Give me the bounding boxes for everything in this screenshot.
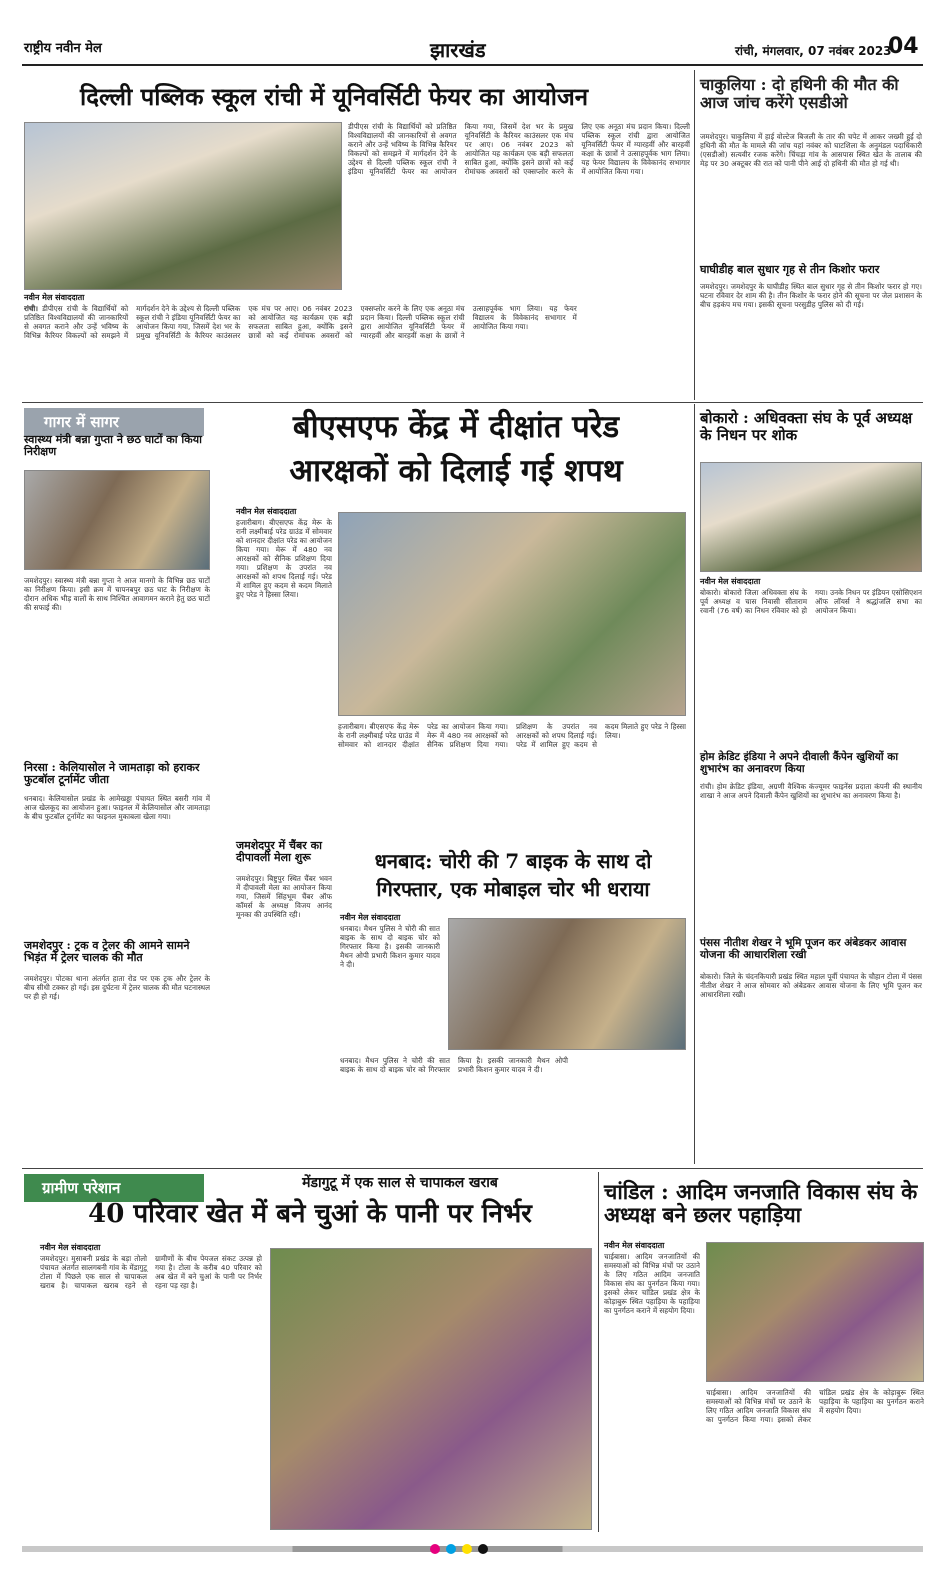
section-rule-2	[22, 1168, 923, 1169]
bsf-body: हजारीबाग। बीएसएफ केंद्र मेरू के रानी लक्ष्मीबाई परेड ग्राउंड में सोमवार को शानदार दीक्षांत परेड का आयोजन किया गया। मेरू में 480 नव आरक्षकों को सैनिक प्रशिक्षण दिया गया। प्रशिक्षण के उपरांत नव आरक्षकों को शपथ दिलाई गई। परेड में शामिल हुए कदम से कदम मिलाते हुए परेड ने हिस्सा लिया।	[236, 518, 332, 599]
bsf-parade-photo	[338, 512, 686, 716]
page-date: रांची, मंगलवार, 07 नवंबर 2023	[735, 44, 892, 58]
truck-headline: जमशेदपुर : ट्रक व ट्रेलर की आमने सामने भिड़ंत में ट्रेलर चालक की मौत	[24, 939, 190, 965]
chandil-body: चाईबासा। आदिम जनजातियों की समस्याओं को विभिन्न मंचों पर उठाने के लिए गठित आदिम जनजाति विकास संघ का पुनर्गठन किया गया। इसको लेकर चांडिल प्रखंड क्षेत्र के कोड़ाबुरू स्थित पहाड़िया के पहाड़िया का पुनर्गठन कराने में सहयोग दिया।	[604, 1252, 700, 1315]
dps-group-photo	[24, 122, 342, 290]
football-headline: निरसा : केलियासोल ने जामताड़ा को हराकर फुटबॉल टूर्नामेंट जीता	[24, 761, 200, 787]
dps-body	[24, 304, 689, 396]
masthead-logo: राष्ट्रीय नवीन मेल	[24, 41, 102, 56]
registration-dot	[446, 1544, 456, 1554]
registration-dot	[462, 1544, 472, 1554]
column-divider-2	[694, 404, 695, 1164]
well-headline: 40 परिवार खेत में बने चुआं के पानी पर निर्भर	[88, 1199, 532, 1229]
bike-body-lower: धनबाद। मैथन पुलिस ने चोरी की सात बाइक के साथ दो बाइक चोर को गिरफ्तार किया है। इसकी जानकारी मैथन ओपी प्रभारी किशन कुमार यादव ने दी।	[340, 1056, 568, 1074]
sagar-banner: गागर में सागर	[24, 408, 204, 436]
bsf-body-lower: हजारीबाग। बीएसएफ केंद्र मेरू के रानी लक्ष्मीबाई परेड ग्राउंड में सोमवार को शानदार दीक्षांत परेड का आयोजन किया गया। मेरू में 480 नव आरक्षकों को सैनिक प्रशिक्षण दिया गया। प्रशिक्षण के उपरांत नव आरक्षकों को शपथ दिलाई गई। परेड में शामिल हुए कदम से कदम मिलाते हुए परेड ने हिस्सा लिया।	[338, 722, 686, 749]
page-number: 04	[888, 34, 919, 59]
gramin-banner: ग्रामीण परेशान	[24, 1174, 204, 1202]
dps-body-upper: डीपीएस रांची के विद्यार्थियों को प्रतिष्ठित विश्वविद्यालयों की जानकारियों से अवगत कराने और उन्हें भविष्य के विभिन्न कैरियर विकल्पों को समझने में मार्गदर्शन देने के उद्देश्य से दिल्ली पब्लिक स्कूल रांची ने इंडिया यूनिवर्सिटी फेयर का आयोजन किया गया, जिसमें देश भर के प्रमुख यूनिवर्सिटी के कैरियर काउंसलर एक मंच पर आए। 06 नवंबर 2023 को आयोजित यह कार्यक्रम एक बड़ी सफलता साबित हुआ, क्योंकि इसने छात्रों को कई रोमांचक अवसरों को एक्सप्लोर करने के लिए एक अनूठा मंच प्रदान किया। दिल्ली पब्लिक स्कूल रांची द्वारा आयोजित यूनिवर्सिटी फेयर में ग्यारहवीं और बारहवीं कक्षा के छात्रों ने उत्साहपूर्वक भाग लिया। यह फेयर विद्यालय के विवेकानंद सभागार में आयोजित किया गया।	[348, 122, 690, 176]
health-headline: स्वास्थ्य मंत्री बन्ना गुप्ता ने छठ घाटों का किया निरीक्षण	[24, 433, 202, 459]
elephant-body: जमशेदपुर। चाकुलिया में हाई वोल्टेज बिजली के तार की चपेट में आकर जख्मी हुई दो हथिनी की मौत के मामले की जांच यहां नवंबर को घाटशिला के अनुमंडल पदाधिकारी (एसडीओ) सत्यवीर रजक करेंगे। चिंचड़ा गांव के आसपास स्थित खेत के तालाब की मेड़ पर 30 अक्टूबर की रात को पानी पीने आई दो हथिनी की मौत हो गई थी।	[700, 132, 922, 168]
homecredit-headline: होम क्रेडिट इंडिया ने अपने दीवाली कैंपेन खुशियों का शुभारंभ का अनावरण किया	[700, 751, 899, 775]
bike-headline-1: धनबाद: चोरी की 7 बाइक के साथ दो	[374, 849, 652, 873]
column-divider	[694, 70, 695, 400]
bike-photo	[448, 918, 686, 1050]
dps-text: डीपीएस रांची के विद्यार्थियों को प्रतिष्ठित विश्वविद्यालयों की जानकारियों से अवगत कराने और उन्हें भविष्य के विभिन्न कैरियर विकल्पों को समझने में मार्गदर्शन देने के उद्देश्य से दिल्ली पब्लिक स्कूल रांची ने इंडिया यूनिवर्सिटी फेयर का आयोजन किया गया, जिसमें देश भर के प्रमुख यूनिवर्सिटी के कैरियर काउंसलर एक मंच पर आए। 06 नवंबर 2023 को आयोजित यह कार्यक्रम एक बड़ी सफलता साबित हुआ, क्योंकि इसने छात्रों को कई रोमांचक अवसरों को एक्सप्लोर करने के लिए एक अनूठा मंच प्रदान किया। दिल्ली पब्लिक स्कूल रांची द्वारा आयोजित यूनिवर्सिटी फेयर में ग्यारहवीं और बारहवीं कक्षा के छात्रों ने उत्साहपूर्वक भाग लिया। यह फेयर विद्यालय के विवेकानंद सभागार में आयोजित किया गया।	[24, 304, 577, 340]
bsf-headline-2: आरक्षकों को दिलाई गई शपथ	[289, 453, 623, 489]
registration-dot	[478, 1544, 488, 1554]
header-rule	[22, 64, 923, 66]
bsf-headline-1: बीएसएफ केंद्र में दीक्षांत परेड	[292, 409, 620, 445]
ambedkar-headline: पंसस नीतीश शेखर ने भूमि पूजन कर अंबेडकर आवास योजना की आधारशिला रखी	[700, 937, 907, 961]
chandil-byline: नवीन मेल संवाददाता	[604, 1241, 665, 1250]
dps-dateline: रांची।	[24, 304, 38, 313]
chamber-body: जमशेदपुर। बिष्टुपुर स्थित चैंबर भवन में दीपावली मेला का आयोजन किया गया, जिसमें सिंहभूम चैंबर ऑफ कॉमर्स के अध्यक्ष विजय आनंद मूनका की उपस्थिति रही।	[236, 874, 332, 919]
well-kicker: मेंडागुटू में एक साल से चापाकल खराब	[302, 1175, 498, 1191]
bokaro-headline: बोकारो : अधिवक्ता संघ के पूर्व अध्यक्ष के निधन पर शोक	[700, 409, 913, 444]
bokaro-photo	[700, 462, 922, 572]
bike-body: धनबाद। मैथन पुलिस ने चोरी की सात बाइक के साथ दो बाइक चोर को गिरफ्तार किया है। इसकी जानकारी मैथन ओपी प्रभारी किशन कुमार यादव ने दी।	[340, 924, 440, 969]
bsf-byline: नवीन मेल संवाददाता	[236, 507, 297, 516]
well-photo	[270, 1248, 592, 1530]
children-headline: घाघीडीह बाल सुधार गृह से तीन किशोर फरार	[700, 263, 880, 276]
elephant-headline: चाकुलिया : दो हथिनी की मौत की आज जांच करेंगे एसडीओ	[700, 75, 899, 112]
ambedkar-body: बोकारो। जिले के चंदनकियारी प्रखंड स्थित महाल पूर्वी पंचायत के चौहान टोला में पंसस नीतीश शेखर ने आज सोमवार को अंबेडकर आवास योजना के लिए भूमि पूजन कर आधारशिला रखी।	[700, 972, 922, 999]
children-body: जमशेदपुर। जमशेदपुर के घाघीडीह स्थित बाल सुधार गृह से तीन किशोर फरार हो गए। घटना रविवार देर शाम की है। तीन किशोर के फरार होने की सूचना पर जेल प्रशासन के बीच हड़कंप मच गया। इसकी सूचना परसुडीह पुलिस को दी गई।	[700, 282, 922, 309]
well-byline: नवीन मेल संवाददाता	[40, 1243, 101, 1252]
football-body: धनबाद। केलियासोल प्रखंड के आमेखड्डा पंचायत स्थित बसरी गांव में आज खेलकूद का आयोजन हुआ। फाइनल में केलियासोल और जामताड़ा के बीच फुटबॉल टूर्नामेंट का फाइनल मुकाबला खेला गया।	[24, 794, 210, 821]
well-body: जमशेदपुर। मुसाबनी प्रखंड के बड़ा तोलो पंचायत अंतर्गत सालगबनी गांव के मेंडागुटू टोला में पिछले एक साल से चापाकल खराब है। चापाकल खराब रहने से ग्रामीणों के बीच पेयजल संकट उत्पन्न हो गया है। टोला के करीब 40 परिवार को अब खेत में बने चुआं के पानी पर निर्भर रहना पड़ रहा है।	[40, 1254, 262, 1290]
footer-bar	[22, 1546, 923, 1552]
dps-headline: दिल्ली पब्लिक स्कूल रांची में यूनिवर्सिटी फेयर का आयोजन	[80, 82, 589, 111]
section-rule	[22, 402, 923, 403]
health-photo	[24, 470, 210, 570]
chandil-headline: चांडिल : आदिम जनजाति विकास संघ के अध्यक्ष बने छलर पहाड़िया	[604, 1179, 918, 1228]
bokaro-body: बोकारो। बोकारो जिला अधिवक्ता संघ के पूर्व अध्यक्ष व चास निवासी सीताराम रवानी (76 वर्ष) का निधन रविवार को हो गया। उनके निधन पर इंडियन एसोसिएशन ऑफ लॉयर्स ने श्रद्धांजलि सभा का आयोजन किया।	[700, 588, 922, 615]
truck-body: जमशेदपुर। पोटका थाना अंतर्गत हाता रोड पर एक ट्रक और ट्रेलर के बीच सीधी टक्कर हो गई। इस दुर्घटना में ट्रेलर चालक की मौत घटनास्थल पर ही हो गई।	[24, 974, 210, 1001]
chandil-body-lower: चाईबासा। आदिम जनजातियों की समस्याओं को विभिन्न मंचों पर उठाने के लिए गठित आदिम जनजाति विकास संघ का पुनर्गठन किया गया। इसको लेकर चांडिल प्रखंड क्षेत्र के कोड़ाबुरू स्थित पहाड़िया के पहाड़िया का पुनर्गठन कराने में सहयोग दिया।	[706, 1388, 924, 1424]
section-title: झारखंड	[430, 38, 486, 62]
homecredit-body: रांची। होम क्रेडिट इंडिया, अग्रणी वैश्विक कंज्यूमर फाइनेंस प्रदाता कंपनी की स्थानीय शाखा ने आज अपने दिवाली कैंपेन खुशियों का शुभारंभ का अनावरण किया है।	[700, 782, 922, 800]
bike-byline: नवीन मेल संवाददाता	[340, 913, 401, 922]
chamber-headline: जमशेदपुर में चैंबर का दीपावली मेला शुरू	[236, 839, 322, 865]
registration-dot	[430, 1544, 440, 1554]
health-body: जमशेदपुर। स्वास्थ्य मंत्री बन्ना गुप्ता ने आज मानगो के विभिन्न छठ घाटों का निरीक्षण किया। इसी क्रम में चापनबपुर छठ घाट के निरीक्षण के दौरान अधिक भीड़ वालों के साथ निश्चित आवागमन कराने हेतु छठ घाटों की सफाई की।	[24, 576, 210, 612]
chandil-photo	[706, 1242, 924, 1382]
bike-headline-2: गिरफ्तार, एक मोबाइल चोर भी धराया	[376, 877, 650, 901]
bokaro-byline: नवीन मेल संवाददाता	[700, 577, 761, 586]
dps-byline: नवीन मेल संवाददाता	[24, 293, 85, 302]
column-divider-3	[598, 1172, 599, 1532]
